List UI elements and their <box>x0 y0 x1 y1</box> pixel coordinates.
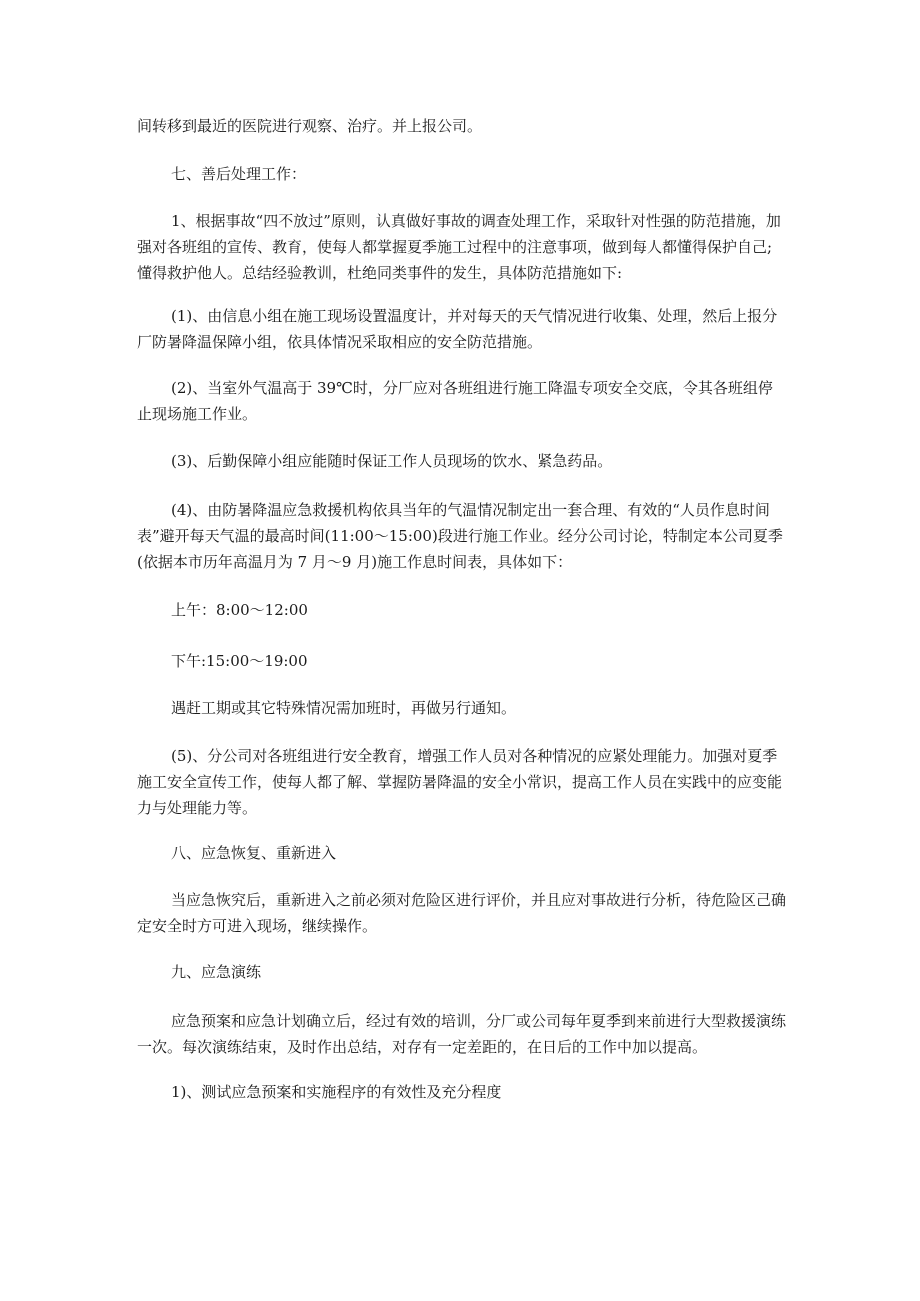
schedule-morning: 上午：8:00～12:00 <box>171 601 308 619</box>
paragraph-item-3: (3)、后勤保障小组应能随时保证工作人员现场的饮水、紧急药品。 <box>171 452 613 470</box>
paragraph-continuation: 间转移到最近的医院进行观察、治疗。并上报公司。 <box>137 117 483 135</box>
section-heading-nine: 九、应急演练 <box>171 963 262 981</box>
paragraph-item-2: (2)、当室外气温高于 39℃时，分厂应对各班组进行施工降温专项安全交底，令其各班组停止现场施工作业。 <box>137 379 773 423</box>
paragraph-drill: 应急预案和应急计划确立后，经过有效的培训，分厂或公司每年夏季到来前进行大型救援演练一次。每次演练结束，及时作出总结，对存有一定差距的，在日后的工作中加以提高。 <box>137 1012 787 1056</box>
paragraph-item-5: (5)、分公司对各班组进行安全教育，增强工作人员对各种情况的应紧处理能力。加强对夏季施工安全宣传工作，使每人都了解、掌握防暑降温的安全小常识，提高工作人员在实践中的应变能力与处理能力等。 <box>137 747 783 817</box>
paragraph-item-4: (4)、由防暑降温应急救援机构依具当年的气温情况制定出一套合理、有效的“人员作息时间表”避开每天气温的最高时间(11:00～15:00)段进行施工作业。经分公司讨论，特制定本公司夏季(依据本市历年高温月为 7 月～9 月)施工作息时间表，具体如下： <box>137 501 783 571</box>
paragraph-recovery: 当应急恢究后，重新进入之前必须对危险区进行评价，并且应对事故进行分析，待危险区己确定安全时方可进入现场，继续操作。 <box>137 891 787 935</box>
paragraph-measures-intro: 1、根据事故“四不放过”原则，认真做好事故的调查处理工作，采取针对性强的防范措施，加强对各班组的宣传、教育，使每人都掌握夏季施工过程中的注意事项，做到每人都懂得保护自己;懂得救护他人。总结经验教训，杜绝同类事件的发生，具体防范措施如下: <box>137 212 781 282</box>
schedule-afternoon: 下午:15:00～19:00 <box>171 652 308 670</box>
section-heading-seven: 七、善后处理工作： <box>171 165 307 183</box>
paragraph-item-1: (1)、由信息小组在施工现场设置温度计，并对每天的天气情况进行收集、处理，然后上报分厂防暑降温保障小组，依具体情况采取相应的安全防范措施。 <box>137 307 778 351</box>
section-heading-eight: 八、应急恢复、重新进入 <box>171 844 337 862</box>
paragraph-drill-item-1: 1)、测试应急预案和实施程序的有效性及充分程度 <box>171 1083 502 1101</box>
paragraph-overtime-notice: 遇赶工期或其它特殊情况需加班时，再做另行通知。 <box>171 699 517 717</box>
